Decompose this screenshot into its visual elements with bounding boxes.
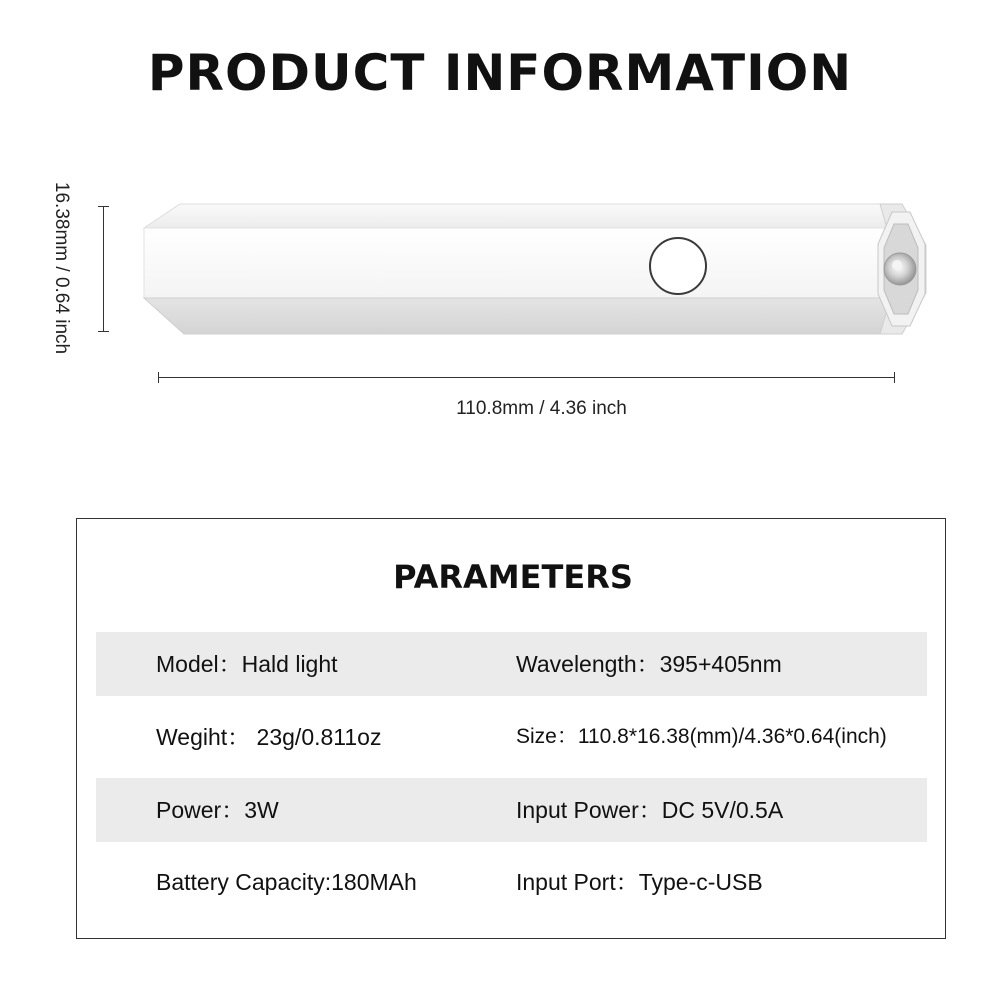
length-dimension-cap-left [158,372,159,383]
size-param: Size：110.8*16.38(mm)/4.36*0.64(inch) [516,725,887,748]
weight-param: Wegiht： 23g/0.811oz [156,724,382,750]
battery-capacity-param: Battery Capacity:180MAh [156,869,417,895]
model-param: Model：Hald light [156,651,338,677]
height-dimension-line [103,206,104,332]
height-dimension-cap-bottom [98,331,109,332]
parameter-row [96,632,927,696]
input-port-param: Input Port：Type-c-USB [516,869,763,895]
height-dimension-label: 16.38mm / 0.64 inch [51,181,72,355]
length-dimension-line [158,377,895,378]
parameter-row [96,778,927,842]
parameters-title: PARAMETERS [393,558,633,596]
power-param: Power：3W [156,797,279,823]
parameter-row [96,850,927,914]
height-dimension-cap-top [98,206,109,207]
input-power-param: Input Power：DC 5V/0.5A [516,797,784,823]
page-title: PRODUCT INFORMATION [147,44,853,102]
uv-light-device-image [140,198,932,345]
wavelength-param: Wavelength：395+405nm [516,651,782,677]
length-dimension-label: 110.8mm / 4.36 inch [456,398,627,419]
length-dimension-cap-right [894,372,895,383]
parameter-row [96,705,927,769]
